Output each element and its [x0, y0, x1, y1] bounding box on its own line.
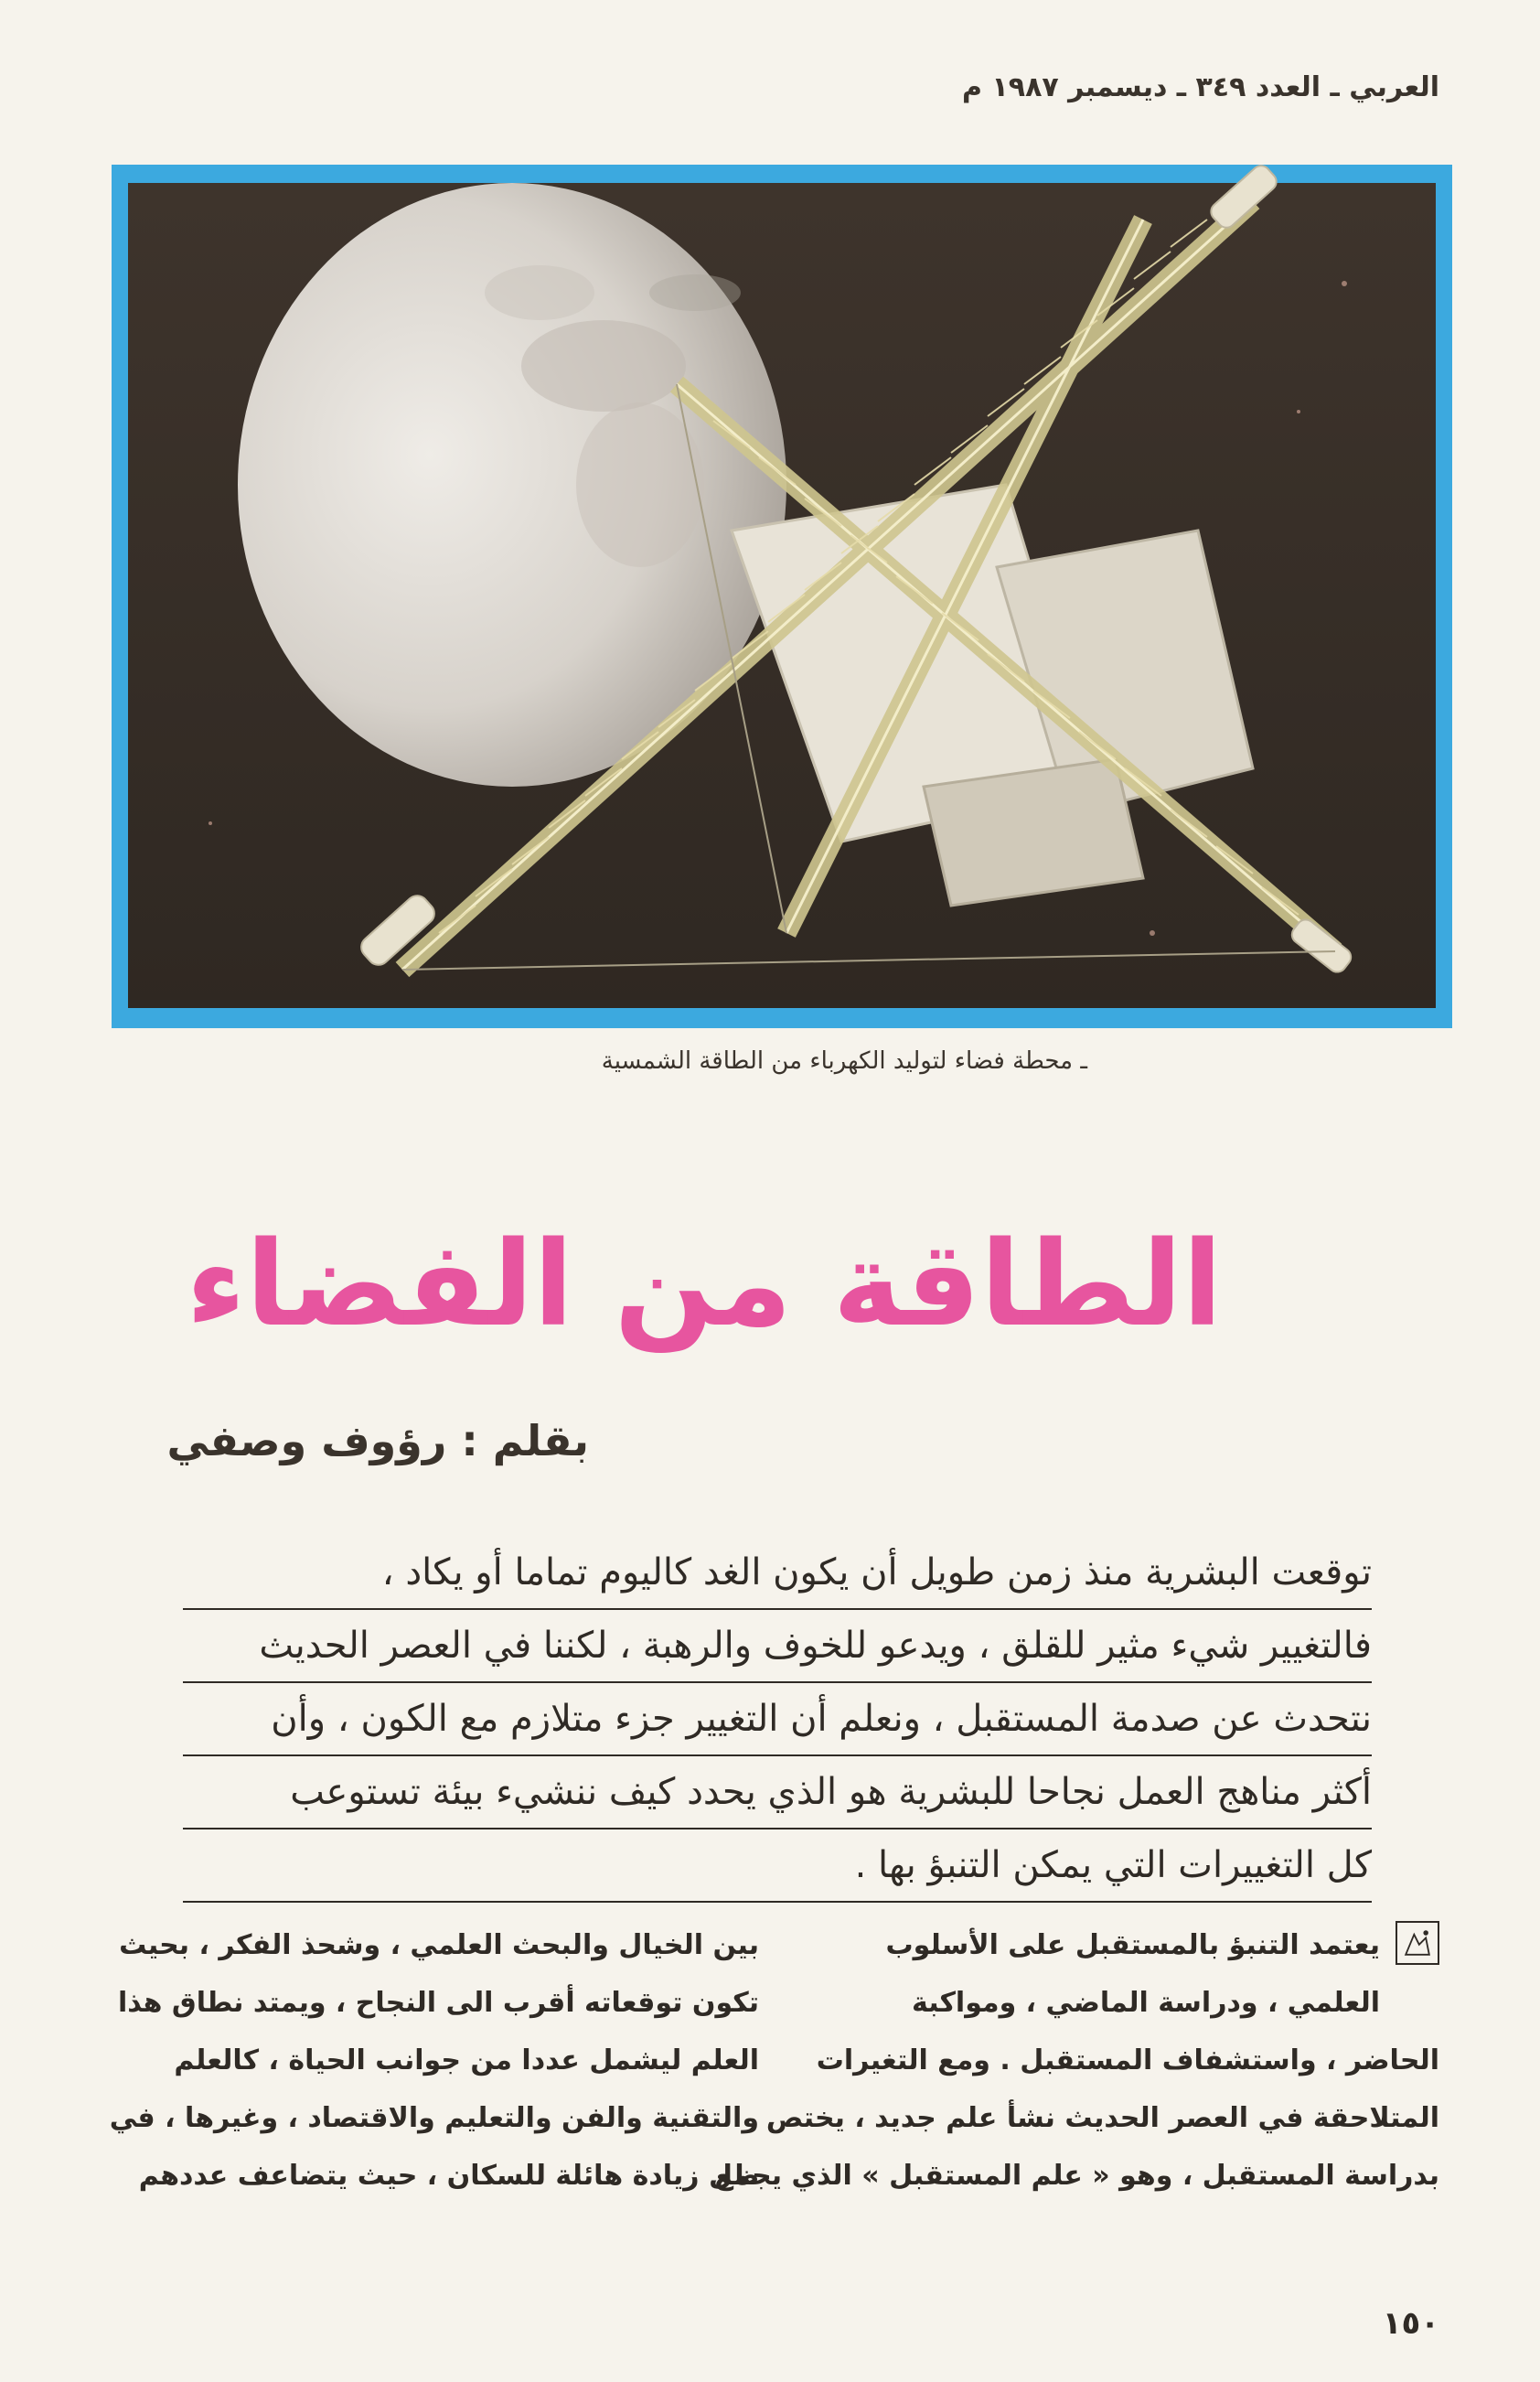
intro-line: كل التغييرات التي يمكن التنبؤ بها . [183, 1829, 1372, 1903]
column-line: المتلاحقة في العصر الحديث نشأ علم جديد ، يختص [765, 2102, 1439, 2134]
column-line: بين الخيال والبحث العلمي ، وشحذ الفكر ، بحيث [119, 1929, 759, 1961]
intro-line: نتحدث عن صدمة المستقبل ، ونعلم أن التغيير جزء متلازم مع الكون ، وأن [183, 1683, 1372, 1756]
column-line: بدراسة المستقبل ، وهو « علم المستقبل » الذي يجمع [714, 2160, 1439, 2192]
photo-frame [112, 165, 1452, 1028]
photo-caption: ـ محطة فضاء لتوليد الكهرباء من الطاقة الشمسية [601, 1047, 1087, 1075]
article-title: الطاقة من الفضاء [186, 1217, 1223, 1353]
intro-line: فالتغيير شيء مثير للقلق ، ويدعو للخوف والرهبة ، لكننا في العصر الحديث [183, 1610, 1372, 1683]
column-line: والتقنية والفن والتعليم والاقتصاد ، وغيرها ، في [109, 2102, 759, 2134]
column-line: الحاضر ، واستشفاف المستقبل . ومع التغيرات [816, 2044, 1439, 2076]
issue-header: العربي ـ العدد ٣٤٩ ـ ديسمبر ١٩٨٧ م [962, 71, 1439, 103]
intro-line: أكثر مناهج العمل نجاحا للبشرية هو الذي يحدد كيف ننشيء بيئة تستوعب [183, 1756, 1372, 1829]
author-byline: بقلم : رؤوف وصفي [166, 1416, 589, 1465]
column-line: تكون توقعاته أقرب الى النجاح ، ويمتد نطاق هذا [118, 1987, 759, 2019]
column-line: ظل زيادة هائلة للسكان ، حيث يتضاعف عددهم [138, 2160, 759, 2192]
body-column-left [101, 1916, 759, 2205]
column-line: العلم ليشمل عددا من جوانب الحياة ، كالعلم [174, 2044, 759, 2076]
intro-line: توقعت البشرية منذ زمن طويل أن يكون الغد كاليوم تماما أو يكاد ، [183, 1537, 1372, 1610]
column-line: يعتمد التنبؤ بالمستقبل على الأسلوب [885, 1929, 1380, 1961]
space-station-photo [128, 183, 1436, 1008]
intro-paragraph [183, 1537, 1372, 1903]
space-station-illustration [128, 183, 1436, 1008]
page-number: ١٥٠ [1382, 2305, 1439, 2342]
body-column-right [714, 1916, 1439, 2205]
column-line: العلمي ، ودراسة الماضي ، ومواكبة [912, 1987, 1380, 2019]
